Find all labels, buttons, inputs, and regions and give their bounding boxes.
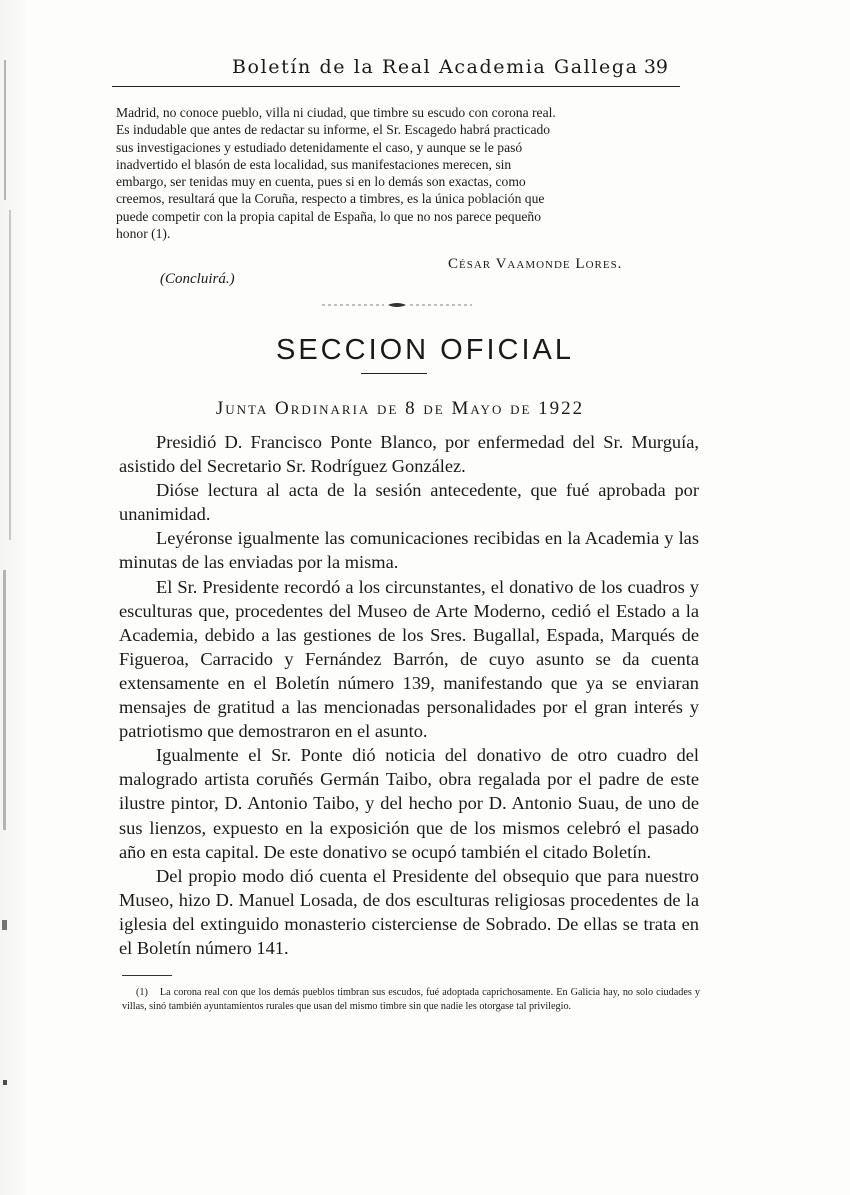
- minutes-paragraph: Dióse lectura al acta de la sesión antecedente, que fué aprobada por unanimidad.: [119, 480, 699, 525]
- journal-title: Boletín de la Real Academia Gallega: [232, 56, 639, 78]
- minutes-paragraph: Presidió D. Francisco Ponte Blanco, por enfermedad del Sr. Murguía, asistido del Secretario Sr. Rodríguez González.: [119, 432, 699, 477]
- footnote: [122, 986, 700, 1015]
- continuation-line: honor (1).: [116, 226, 171, 242]
- continuation-line: Es indudable que antes de redactar su informe, el Sr. Escagedo habrá practicado: [116, 122, 551, 138]
- page-binding-edge: [0, 0, 26, 1195]
- footnote-marker: (1): [136, 987, 148, 998]
- continuation-line: creemos, resultará que la Coruña, respecto a timbres, es la única población que: [116, 191, 545, 207]
- meeting-subtitle: Junta Ordinaria de 8 de Mayo de 1922: [215, 398, 585, 419]
- continuation-line: inadvertido el blasón de esta localidad, sus manifestaciones merecen, sin: [116, 156, 512, 172]
- footnote-rule: [122, 975, 172, 976]
- continuation-line: Madrid, no conoce pueblo, villa ni ciudad, que timbre su escudo con corona real.: [116, 105, 556, 120]
- minutes-paragraph: Leyéronse igualmente las comunicaciones recibidas en la Academia y las minutas de las enviadas por la misma.: [119, 528, 699, 573]
- section-title: SECCION OFICIAL: [276, 334, 574, 366]
- running-head: [112, 52, 680, 87]
- continuation-line: puede competir con la propia capital de España, lo que no nos parece pequeño: [116, 208, 542, 224]
- continuation-line: sus investigaciones y estudiado detenidamente el caso, y aunque se le pasó: [116, 139, 523, 155]
- continuation-line: embargo, ser tenidas muy en cuenta, pues si en lo demás son exactas, como: [116, 174, 526, 190]
- author-signature: César Vaamonde Lores.: [448, 256, 623, 272]
- to-be-concluded-note: (Concluirá.): [160, 271, 235, 287]
- continuation-paragraph: [116, 104, 690, 242]
- minutes-body: [119, 430, 699, 960]
- title-underline: [361, 373, 427, 374]
- minutes-paragraph: El Sr. Presidente recordó a los circunstantes, el donativo de los cuadros y esculturas que, procedentes del Museo de Arte Moderno, cedió el Estado a la Academia, debido a las gestiones de los Sres. Bugallal, Espada, Marqués de Figueroa, Carracido y Fernández Barrón, de cuyo asunto se da cuenta extensamente en el Boletín número 139, manifestando que ya se enviaran mensajes de gratitud a las mencionadas personalidades por el gran interés y patriotismo que demostraron en el asunto.: [119, 576, 699, 742]
- minutes-paragraph: Del propio modo dió cuenta el Presidente del obsequio que para nuestro Museo, hizo D. Manuel Losada, de dos esculturas religiosas procedentes de la iglesia del extinguido monasterio cisterciense de Sobrado. De ellas se trata en el Boletín número 141.: [119, 865, 699, 958]
- minutes-paragraph: Igualmente el Sr. Ponte dió noticia del donativo de otro cuadro del malogrado artista coruñés Germán Taibo, obra regalada por el padre de este ilustre pintor, D. Antonio Taibo, y del hecho por D. Antonio Suau, de uno de sus lienzos, expuesto en la exposición que de los mismos celebró el pasado año en esta capital. De este donativo se ocupó también el citado Boletín.: [119, 745, 699, 862]
- page-number: 39: [643, 56, 668, 78]
- footnote-text: La corona real con que los demás pueblos timbran sus escudos, fué adoptada caprichosamente. En Galicia hay, no solo ciudades y villas, sinó también ayuntamientos rurales que usan del mismo timbre sin que nadie les otorgase tal privilegio.: [122, 987, 700, 1013]
- ornamental-divider: [322, 302, 472, 308]
